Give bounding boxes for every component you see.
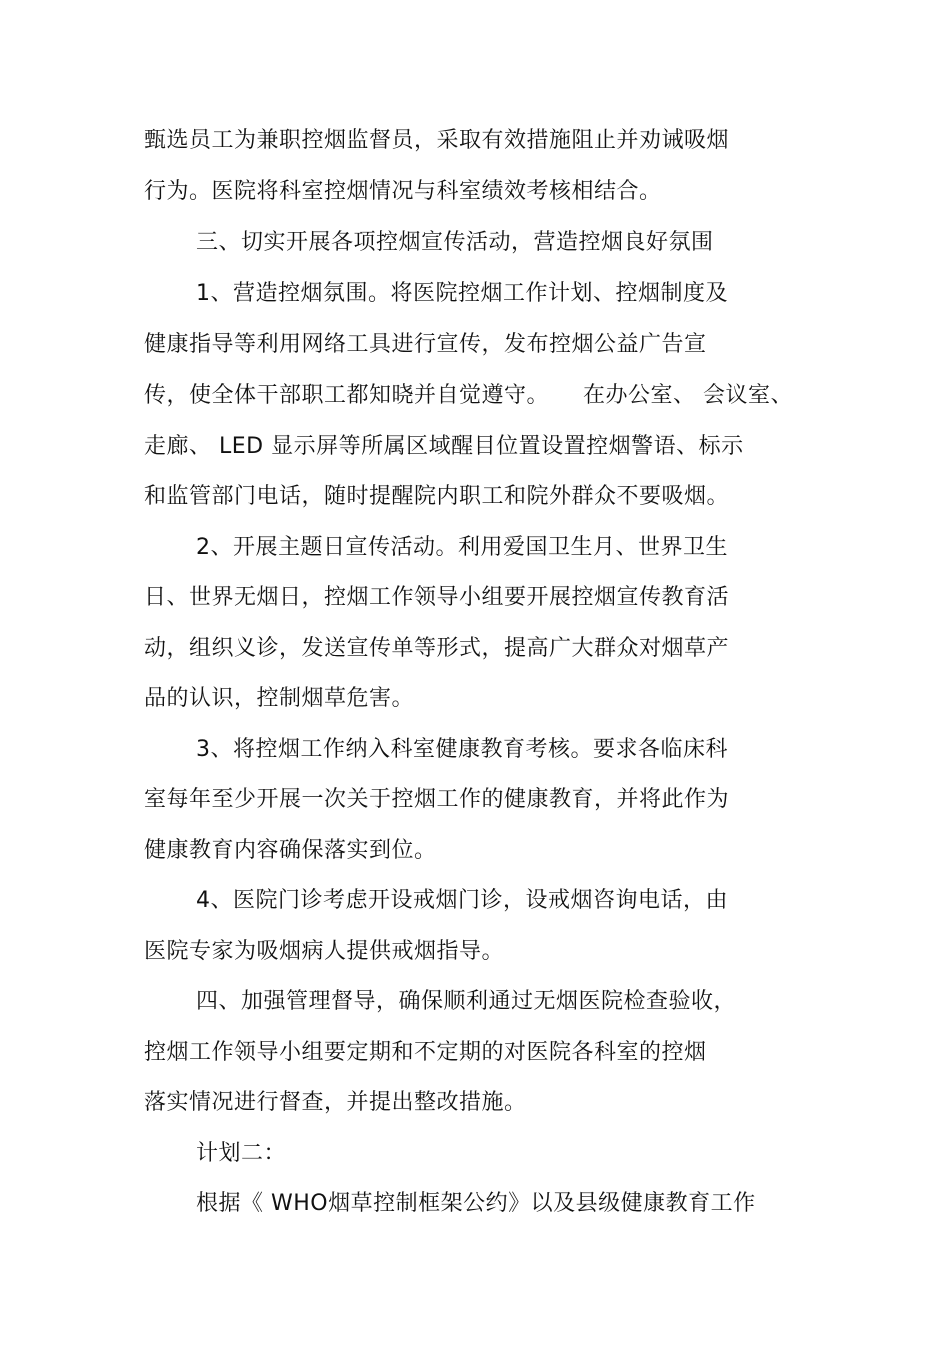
- paragraph-start: 3、将控烟工作纳入科室健康教育考核。要求各临床科: [196, 737, 728, 762]
- paragraph-start: 1、营造控烟氛围。将医院控烟工作计划、控烟制度及: [196, 281, 728, 306]
- text-line: 动，组织义诊，发送宣传单等形式，提高广大群众对烟草产: [144, 636, 730, 661]
- plan-heading: 计划二：: [196, 1141, 287, 1166]
- text-line: 健康教育内容确保落实到位。: [144, 838, 437, 863]
- text-line: 品的认识，控制烟草危害。: [144, 686, 415, 711]
- section-heading: 四、加强管理督导，确保顺利通过无烟医院检查验收，: [196, 989, 737, 1014]
- text-line: 落实情况进行督查，并提出整改措施。: [144, 1090, 527, 1115]
- paragraph-start: 根据《 WHO烟草控制框架公约》以及县级健康教育工作: [196, 1191, 756, 1216]
- text-line: 走廊、 LED 显示屏等所属区域醒目位置设置控烟警语、标示: [144, 434, 744, 459]
- text-line: 日、世界无烟日，控烟工作领导小组要开展控烟宣传教育活: [144, 585, 730, 610]
- text-line: 和监管部门电话，随时提醒院内职工和院外群众不要吸烟。: [144, 484, 730, 509]
- text-line: 健康指导等利用网络工具进行宣传，发布控烟公益广告宣: [144, 332, 707, 357]
- section-heading: 三、切实开展各项控烟宣传活动，营造控烟良好氛围: [196, 230, 714, 255]
- text-line: 传，使全体干部职工都知晓并自觉遵守。 在办公室、 会议室、: [144, 383, 793, 408]
- text-line: 室每年至少开展一次关于控烟工作的健康教育，并将此作为: [144, 787, 730, 812]
- text-line: 控烟工作领导小组要定期和不定期的对医院各科室的控烟: [144, 1040, 707, 1065]
- text-line: 行为。医院将科室控烟情况与科室绩效考核相结合。: [144, 179, 662, 204]
- paragraph-start: 2、开展主题日宣传活动。利用爱国卫生月、世界卫生: [196, 535, 728, 560]
- paragraph-start: 4、医院门诊考虑开设戒烟门诊，设戒烟咨询电话，由: [196, 888, 728, 913]
- text-line: 医院专家为吸烟病人提供戒烟指导。: [144, 939, 505, 964]
- text-line: 甄选员工为兼职控烟监督员，采取有效措施阻止并劝诫吸烟: [144, 128, 730, 153]
